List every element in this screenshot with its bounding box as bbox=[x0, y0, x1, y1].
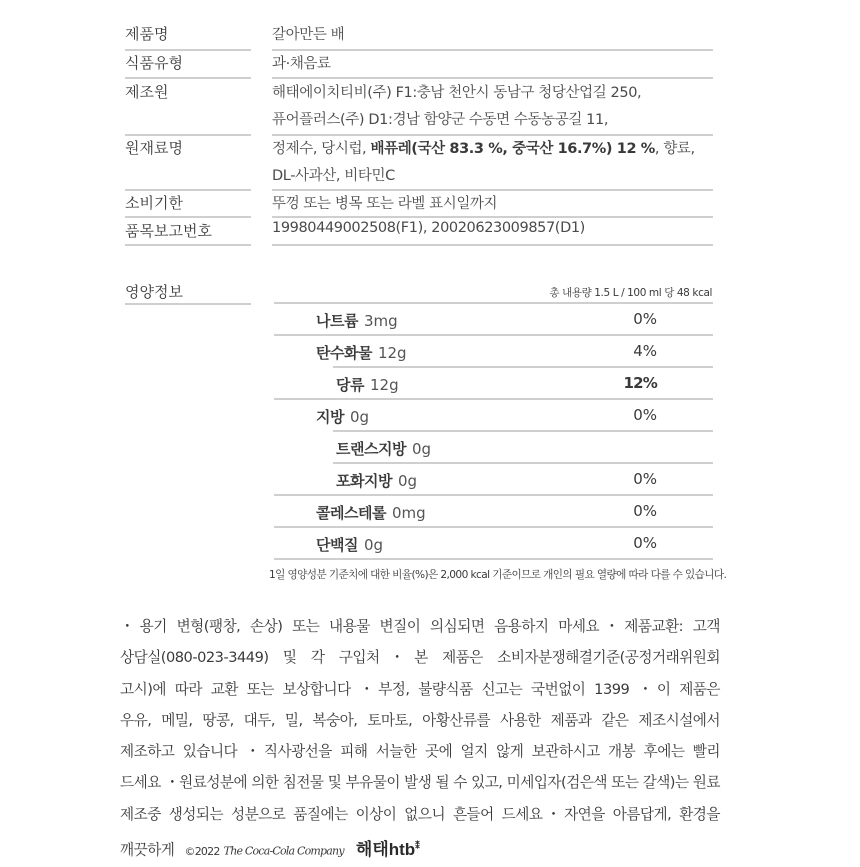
nutrient-percent: 12% bbox=[623, 374, 657, 392]
value-manufacturer-line2: 퓨어플러스(주) D1:경남 함양군 수동면 수동농공길 11, bbox=[272, 112, 609, 128]
notice-text: 깨끗하게 bbox=[120, 841, 175, 859]
nutrition-row-cholesterol bbox=[316, 502, 426, 534]
nutrient-amount: 3mg bbox=[363, 312, 398, 330]
nutrient-name: 지방 bbox=[316, 408, 344, 426]
nutrition-row-saturated-fat bbox=[336, 470, 417, 502]
brand-mark-icon: ⁑ bbox=[415, 840, 420, 851]
notice-last-line bbox=[120, 830, 720, 867]
divider bbox=[125, 216, 251, 218]
nutrient-percent: 0% bbox=[633, 406, 657, 424]
notice-line: 제조하고 있습니다 ・직사광선을 피해 서늘한 곳에 얼지 않게 보관하시고 개봉 후에는 빨리 bbox=[120, 743, 720, 761]
nutrient-name: 콜레스테롤 bbox=[316, 504, 386, 522]
nutrition-row-sugars bbox=[336, 374, 399, 406]
brand-name: 해태htb bbox=[355, 839, 416, 859]
nutrient-amount: 0g bbox=[349, 408, 370, 426]
notice-line: 제조중 생성되는 성분으로 품질에는 이상이 없으니 흔들어 드세요・자연을 아름답게, 환경을 bbox=[120, 805, 720, 823]
haitai-htb-logo bbox=[356, 840, 420, 859]
divider bbox=[125, 189, 251, 191]
divider bbox=[125, 244, 251, 246]
value-ingredients-line2: DL-사과산, 비타민C bbox=[272, 168, 395, 184]
nutrient-percent: 0% bbox=[633, 310, 657, 328]
label-ingredients: 원재료명 bbox=[125, 139, 183, 157]
notice-line: 고시)에 따라 교환 또는 보상합니다 ・부정, 불량식품 신고는 국번없이 1399 ・이 제품은 bbox=[120, 680, 720, 698]
label-report-number: 품목보고번호 bbox=[125, 222, 212, 240]
value-food-type: 과·채음료 bbox=[272, 56, 331, 72]
notice-line: ・용기 변형(팽창, 손상) 또는 내용물 변질이 의심되면 음용하지 마세요・제품교환: 고객 bbox=[120, 618, 720, 635]
nutrition-serving-info: 총 내용량 1.5 L / 100 ml 당 48 kcal bbox=[549, 287, 712, 299]
value-report-number: 19980449002508(F1), 20020623009857(D1) bbox=[272, 220, 585, 236]
nutrient-percent: 0% bbox=[633, 534, 657, 552]
label-manufacturer: 제조원 bbox=[125, 83, 169, 101]
divider bbox=[125, 49, 251, 51]
notice-line: 우유, 메밀, 땅콩, 대두, 밀, 복숭아, 토마토, 아황산류를 사용한 제품과 같은 제조시설에서 bbox=[120, 711, 720, 729]
label-expiry: 소비기한 bbox=[125, 194, 183, 212]
nutrient-amount: 12g bbox=[369, 376, 399, 394]
divider bbox=[125, 77, 251, 79]
divider bbox=[274, 526, 713, 528]
label-product-name: 제품명 bbox=[125, 25, 169, 43]
nutrient-name: 단백질 bbox=[316, 536, 358, 554]
nutrient-name: 트랜스지방 bbox=[336, 440, 406, 458]
nutrition-row-fat bbox=[316, 406, 369, 438]
notice-line: 드세요 ・원료성분에 의한 침전물 및 부유물이 발생 될 수 있고, 미세입자(검은색 또는 갈색)는 원료 bbox=[120, 774, 720, 792]
ingredients-text: , 향료, bbox=[654, 141, 695, 157]
nutrient-amount: 0g bbox=[411, 440, 432, 458]
label-food-type: 식품유형 bbox=[125, 54, 183, 72]
nutrition-row-carbohydrate bbox=[316, 342, 407, 374]
nutrient-percent: 4% bbox=[633, 342, 657, 360]
coca-cola-company-logo: The Coca-Cola Company bbox=[223, 844, 344, 858]
notice-line: 상담실(080-023-3449) 및 각 구입처・본 제품은 소비자분쟁해결기준(공정거래위원회 bbox=[120, 649, 720, 667]
ingredients-pear-puree: 배퓨레(국산 83.3 %, 중국산 16.7%) 12 % bbox=[370, 141, 655, 157]
divider bbox=[333, 366, 713, 368]
nutrient-amount: 0g bbox=[397, 472, 418, 490]
notice-paragraph bbox=[120, 611, 720, 867]
nutrient-amount: 0mg bbox=[391, 504, 426, 522]
nutrient-name: 탄수화물 bbox=[316, 344, 372, 362]
divider bbox=[272, 134, 713, 136]
ingredients-text: 정제수, 당시럽, bbox=[272, 141, 371, 157]
divider bbox=[274, 302, 713, 304]
divider bbox=[274, 558, 713, 560]
nutrition-row-trans-fat bbox=[336, 438, 431, 470]
value-expiry: 뚜껑 또는 병목 또는 라벨 표시일까지 bbox=[272, 196, 498, 212]
nutrient-name: 당류 bbox=[336, 376, 364, 394]
divider bbox=[125, 134, 251, 136]
nutrient-percent: 0% bbox=[633, 502, 657, 520]
divider bbox=[272, 77, 713, 79]
nutrition-row-sodium bbox=[316, 310, 398, 342]
nutrition-row-protein bbox=[316, 534, 383, 566]
nutrient-amount: 0g bbox=[363, 536, 384, 554]
nutrient-percent: 0% bbox=[633, 470, 657, 488]
nutrition-title: 영양정보 bbox=[125, 283, 183, 301]
divider bbox=[125, 303, 251, 305]
divider bbox=[272, 244, 713, 246]
copyright: ©2022 bbox=[184, 844, 220, 858]
divider bbox=[272, 189, 713, 191]
nutrient-name: 나트륨 bbox=[316, 312, 358, 330]
value-ingredients-line1 bbox=[272, 137, 695, 158]
nutrient-amount: 12g bbox=[377, 344, 407, 362]
divider bbox=[272, 216, 713, 218]
value-manufacturer-line1: 해태에이치티비(주) F1:충남 천안시 동남구 청당산업길 250, bbox=[272, 85, 642, 101]
value-product-name: 갈아만든 배 bbox=[272, 27, 345, 43]
divider bbox=[274, 494, 713, 496]
divider bbox=[274, 334, 713, 336]
nutrition-footnote: 1일 영양성분 기준치에 대한 비율(%)은 2,000 kcal 기준이므로 개인의 필요 열량에 따라 다를 수 있습니다. bbox=[269, 569, 727, 581]
divider bbox=[333, 462, 713, 464]
divider bbox=[333, 430, 713, 432]
divider bbox=[272, 49, 713, 51]
divider bbox=[274, 398, 713, 400]
nutrient-name: 포화지방 bbox=[336, 472, 392, 490]
